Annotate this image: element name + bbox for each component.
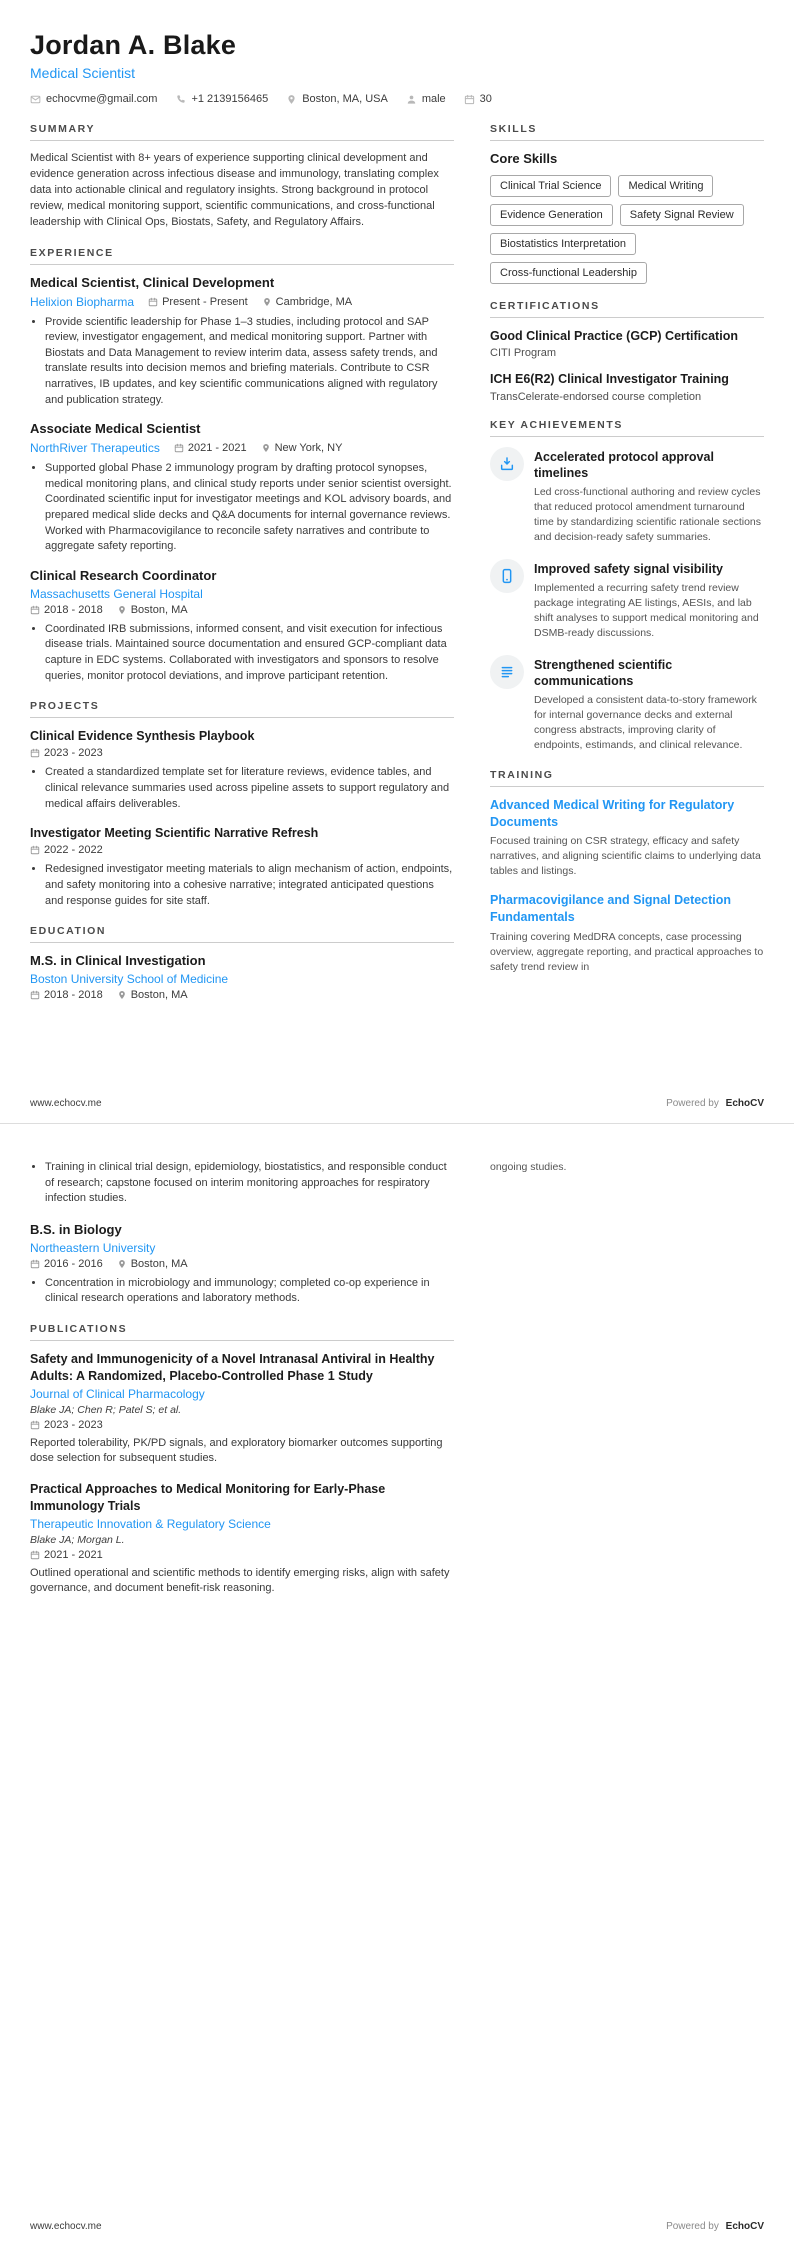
job-location	[262, 296, 352, 308]
bullet: • Redesigned investigator meeting materials to align mechanism of action, endpoints, and safety monitoring into a cohesive narrative; integrated anticipated questions and response guides for site staff.	[45, 862, 454, 909]
footer-powered	[666, 2221, 764, 2232]
powered-prefix: Powered by	[666, 2221, 719, 2232]
phone-value: +1 2139156465	[191, 93, 269, 105]
publication-meta-row	[30, 1419, 454, 1431]
achievement-body	[534, 655, 764, 753]
powered-prefix: Powered by	[666, 1098, 719, 1109]
training-item	[490, 797, 764, 879]
publication-title: Safety and Immunogenicity of a Novel Intranasal Antiviral in Healthy Adults: A Randomized, Placebo-Controlled Phase 1 Study	[30, 1351, 435, 1383]
bullet-list	[30, 622, 454, 684]
education-dates	[30, 989, 103, 1001]
calendar-icon	[148, 297, 158, 307]
person-icon	[406, 94, 417, 105]
experience-item	[30, 421, 454, 555]
powered-brand: EchoCV	[725, 1098, 764, 1109]
projects-section	[30, 700, 454, 909]
company-link[interactable]: NorthRiver Therapeutics	[30, 441, 160, 456]
location-value: Boston, MA	[130, 603, 188, 616]
job-meta-row	[30, 441, 454, 455]
job-dates	[148, 296, 248, 308]
education-heading: EDUCATION	[30, 925, 454, 943]
location-pin-icon	[286, 94, 297, 105]
footer-powered	[666, 1098, 764, 1109]
achievement-item	[490, 447, 764, 545]
training-title-link[interactable]: Pharmacovigilance and Signal Detection Fundamentals	[490, 893, 732, 924]
achievement-title: Improved safety signal visibility	[534, 561, 723, 576]
certification-item	[490, 328, 764, 359]
dates-value: 2016 - 2016	[44, 1257, 103, 1270]
dates-value: Present - Present	[162, 295, 248, 308]
education-item	[30, 1222, 454, 1307]
achievement-icon-circle	[490, 559, 524, 593]
publications-section	[30, 1323, 454, 1597]
education-section	[30, 925, 454, 1001]
job-location	[117, 604, 188, 616]
education-location	[117, 1258, 188, 1270]
contact-row	[30, 93, 764, 105]
bullet-list	[30, 1160, 454, 1207]
bullet: • Coordinated IRB submissions, informed consent, and visit execution for infectious disease trials. Maintained source documentation and ensured GCP-compliant data capture in EDC systems. Collaborated with investigators and sponsors to resolve queries, monitor protocol deviations, and improve participant retention.	[45, 622, 454, 684]
right-column	[490, 123, 764, 1017]
dates-value: 2022 - 2022	[44, 844, 103, 857]
publication-meta-row	[30, 1549, 454, 1561]
publication-title: Practical Approaches to Medical Monitoring for Early-Phase Immunology Trials	[30, 1481, 386, 1513]
experience-section	[30, 247, 454, 684]
bullet-list	[30, 315, 454, 409]
skill-chips	[490, 175, 764, 284]
contact-phone[interactable]	[175, 93, 268, 105]
two-column-layout	[30, 123, 764, 1017]
calendar-icon	[30, 1259, 40, 1269]
resume-page-2	[0, 1123, 794, 2246]
publications-heading: PUBLICATIONS	[30, 1323, 454, 1341]
education-meta-row	[30, 989, 454, 1001]
education-dates	[30, 1258, 103, 1270]
location-pin-icon	[117, 1259, 127, 1269]
location-value: Boston, MA	[130, 1257, 188, 1270]
project-item	[30, 825, 454, 909]
skill-chip: Cross-functional Leadership	[490, 262, 647, 284]
publication-authors: Blake JA; Chen R; Patel S; et al.	[30, 1403, 182, 1416]
summary-heading: SUMMARY	[30, 123, 454, 141]
phone-icon	[175, 94, 186, 105]
achievement-description: Led cross-functional authoring and review cycles that reduced protocol amendment turnaround time by standardizing scientific rationale sections and decision-ready safety summaries.	[534, 486, 762, 543]
left-column	[30, 1160, 454, 1613]
bullet-list	[30, 765, 454, 812]
right-column	[490, 1160, 764, 1613]
certification-name: Good Clinical Practice (GCP) Certification	[490, 329, 738, 343]
calendar-icon	[30, 990, 40, 1000]
dates-value: 2023 - 2023	[44, 747, 103, 760]
bullet: • Concentration in microbiology and immunology; completed co-op experience in clinical research operations and laboratory methods.	[45, 1276, 454, 1307]
key-achievements-heading: KEY ACHIEVEMENTS	[490, 419, 764, 437]
email-icon	[30, 94, 41, 105]
school-link[interactable]: Boston University School of Medicine	[30, 972, 229, 987]
skills-group-title: Core Skills	[490, 151, 558, 166]
achievement-icon-circle	[490, 447, 524, 481]
certifications-heading: CERTIFICATIONS	[490, 300, 764, 318]
job-dates	[30, 604, 103, 616]
training-heading: TRAINING	[490, 769, 764, 787]
experience-item	[30, 275, 454, 409]
achievement-body	[534, 447, 764, 545]
location-pin-icon	[262, 297, 272, 307]
publication-authors: Blake JA; Morgan L.	[30, 1533, 125, 1546]
achievement-icon-circle	[490, 655, 524, 689]
project-dates	[30, 844, 103, 856]
training-description: Training covering MedDRA concepts, case processing overview, aggregate reporting, and practical approaches to safety trend review in	[490, 930, 764, 973]
achievement-title: Accelerated protocol approval timelines	[534, 449, 714, 480]
contact-gender	[406, 93, 446, 105]
calendar-icon	[30, 748, 40, 758]
candidate-title: Medical Scientist	[30, 65, 136, 81]
document-lines-icon	[499, 664, 515, 680]
education-meta-row	[30, 1258, 454, 1270]
certification-issuer: CITI Program	[490, 347, 557, 360]
location-pin-icon	[117, 605, 127, 615]
gender-value: male	[421, 93, 446, 105]
candidate-name: Jordan A. Blake	[30, 30, 237, 60]
job-dates	[174, 442, 247, 454]
experience-item	[30, 568, 454, 684]
certification-item	[490, 371, 764, 402]
skills-section	[490, 123, 764, 284]
bullet: • Training in clinical trial design, epidemiology, biostatistics, and responsible conduct of research; capstone focused on interim monitoring approaches for respiratory infection studies.	[45, 1160, 454, 1207]
project-meta-row	[30, 747, 454, 759]
journal-link[interactable]: Journal of Clinical Pharmacology	[30, 1386, 205, 1401]
skill-chip: Medical Writing	[618, 175, 713, 197]
contact-email[interactable]	[30, 93, 157, 105]
project-meta-row	[30, 844, 454, 856]
school-link[interactable]: Northeastern University	[30, 1240, 156, 1255]
footer-site-url[interactable]: www.echocv.me	[30, 1098, 102, 1109]
two-column-layout	[30, 1160, 764, 1613]
job-meta-row	[30, 295, 454, 309]
certification-name: ICH E6(R2) Clinical Investigator Training	[490, 372, 729, 387]
education-item	[30, 953, 454, 1001]
job-title: Clinical Research Coordinator	[30, 567, 217, 583]
location-value: New York, NY	[274, 442, 343, 455]
calendar-icon	[464, 94, 475, 105]
key-achievements-section	[490, 419, 764, 753]
download-icon	[499, 456, 515, 472]
certifications-section	[490, 300, 764, 403]
contact-location	[286, 93, 388, 105]
bullet-list	[30, 461, 454, 555]
footer-site-url[interactable]: www.echocv.me	[30, 2221, 102, 2232]
education-section-continued	[30, 1160, 454, 1307]
mobile-icon	[499, 568, 515, 584]
job-title: Medical Scientist, Clinical Development	[30, 274, 275, 290]
training-item	[490, 892, 764, 974]
project-name: Investigator Meeting Scientific Narrative Refresh	[30, 826, 319, 841]
bullet-list	[30, 1276, 454, 1307]
powered-brand: EchoCV	[725, 2221, 764, 2232]
dates-value: 2018 - 2018	[44, 603, 103, 616]
achievement-item	[490, 655, 764, 753]
skill-chip: Clinical Trial Science	[490, 175, 611, 197]
project-dates	[30, 747, 103, 759]
achievement-item	[490, 559, 764, 641]
company-link[interactable]: Helixion Biopharma	[30, 294, 135, 309]
journal-link[interactable]: Therapeutic Innovation & Regulatory Science	[30, 1516, 271, 1531]
certification-issuer: TransCelerate-endorsed course completion	[490, 390, 702, 403]
experience-heading: EXPERIENCE	[30, 247, 454, 265]
left-column	[30, 123, 454, 1017]
calendar-icon	[30, 1550, 40, 1560]
calendar-icon	[30, 605, 40, 615]
dates-value: 2021 - 2021	[187, 442, 247, 455]
dates-value: 2021 - 2021	[44, 1548, 103, 1561]
project-item	[30, 728, 454, 812]
bullet-list	[30, 862, 454, 909]
job-title: Associate Medical Scientist	[30, 421, 201, 437]
dates-value: 2018 - 2018	[44, 989, 103, 1002]
summary-section	[30, 123, 454, 231]
training-section	[490, 769, 764, 975]
training-description: Focused training on CSR strategy, efficacy and safety narratives, and aligning scientific claims to underlying data tables and listings.	[490, 835, 761, 878]
email-value: echocvme@gmail.com	[46, 93, 158, 105]
location-pin-icon	[261, 443, 271, 453]
degree-name: M.S. in Clinical Investigation	[30, 953, 206, 969]
page-footer	[30, 1098, 764, 1109]
summary-text: Medical Scientist with 8+ years of experience supporting clinical development and evidence generation across infectious disease and immunology, translating complex data into actionable clinical and regulatory insights. Strong background in protocol review, medical monitoring support, scientific communications, and cross-functional leadership with Clinical Ops, Biostats, Safety, and Regulatory Affairs.	[30, 152, 439, 228]
achievement-description: Developed a consistent data-to-story framework for internal governance decks and external congress abstracts, improving clarity of endpoints, estimands, and clinical relevance.	[534, 694, 757, 751]
training-title-link[interactable]: Advanced Medical Writing for Regulatory Documents	[490, 797, 735, 829]
location-value: Cambridge, MA	[275, 295, 353, 308]
dates-value: 2023 - 2023	[44, 1418, 103, 1431]
skills-heading: SKILLS	[490, 123, 764, 141]
age-value: 30	[479, 93, 492, 105]
achievement-title: Strengthened scientific communications	[534, 657, 673, 688]
degree-name: B.S. in Biology	[30, 1221, 122, 1237]
calendar-icon	[174, 443, 184, 453]
publication-description: Outlined operational and scientific methods to identify emerging risks, align with safety governance, and document benefit-risk reasoning.	[30, 1566, 450, 1595]
bullet: • Provide scientific leadership for Phase 1–3 studies, including protocol and SAP review, investigator engagement, and medical monitoring support. Partner with Biostats and Data Management to review interim data, assess safety trends, and translate results into decision memos and briefing materials. Contribute to CSR narratives, IB updates, and key scientific communications aligned with regulatory and publication strategy.	[45, 315, 454, 409]
achievement-description: Implemented a recurring safety trend review package integrating AE listings, AESIs, and lab shift analyses to support medical monitoring and DSMB-ready discussions.	[534, 581, 759, 639]
calendar-icon	[30, 845, 40, 855]
publication-item	[30, 1481, 454, 1597]
resume-header	[30, 30, 764, 105]
contact-age	[464, 93, 492, 105]
skill-chip: Evidence Generation	[490, 204, 613, 226]
location-pin-icon	[117, 990, 127, 1000]
publication-dates	[30, 1549, 103, 1561]
job-meta-row	[30, 604, 454, 616]
bullet: • Supported global Phase 2 immunology program by drafting protocol synopses, medical monitoring plans, and clinical study reports under senior scientist oversight. Coordinated scientific input for investigator meetings and KOL advisory boards, and prepared medical slide decks and Q&A documents for internal governance reviews. Worked with Pharmacovigilance to reconcile safety narratives and contribute to aggregate safety reporting.	[45, 461, 454, 555]
company-link[interactable]: Massachusetts General Hospital	[30, 586, 203, 601]
publication-dates	[30, 1419, 103, 1431]
training-description-continued: ongoing studies.	[490, 1161, 567, 1173]
skill-chip: Biostatistics Interpretation	[490, 233, 636, 255]
education-location	[117, 989, 188, 1001]
publication-description: Reported tolerability, PK/PD signals, and exploratory biomarker outcomes supporting dose selection for subsequent studies.	[30, 1436, 443, 1465]
projects-heading: PROJECTS	[30, 700, 454, 718]
job-location	[261, 442, 343, 454]
calendar-icon	[30, 1420, 40, 1430]
bullet: • Created a standardized template set for literature reviews, evidence tables, and clinical relevance summaries used across pipeline assets to support regulatory and medical affairs deliverables.	[45, 765, 454, 812]
project-name: Clinical Evidence Synthesis Playbook	[30, 729, 255, 744]
skill-chip: Safety Signal Review	[620, 204, 744, 226]
location-value: Boston, MA, USA	[302, 93, 388, 105]
page-footer	[30, 2221, 764, 2232]
publication-item	[30, 1351, 454, 1467]
achievement-body	[534, 559, 764, 641]
location-value: Boston, MA	[130, 989, 188, 1002]
